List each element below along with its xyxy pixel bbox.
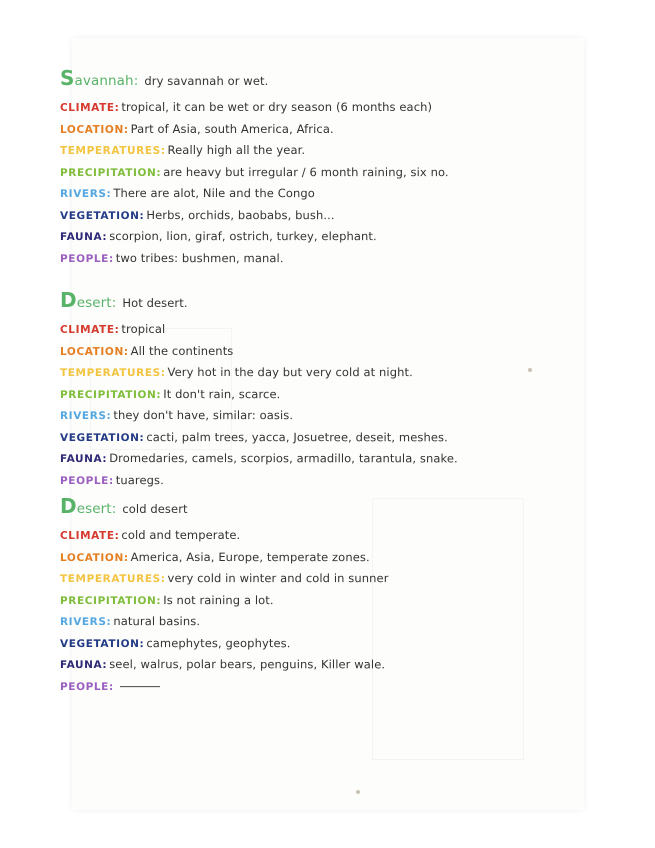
field-label: TEMPERATURES: (59, 367, 166, 380)
field-label: PRECIPITATION: (59, 166, 162, 179)
field-label: PEOPLE: (59, 474, 114, 487)
blank-answer-line (120, 686, 160, 687)
heading-word: esert: (76, 295, 117, 311)
field-label: TEMPERATURES: (59, 573, 166, 586)
field-value: Really high all the year. (167, 143, 306, 158)
field-climate (60, 528, 240, 542)
field-precipitation (60, 165, 449, 179)
field-value: are heavy but irregular / 6 month raining, six no. (163, 164, 449, 179)
field-vegetation (60, 636, 291, 650)
heading-note: Hot desert. (122, 296, 188, 310)
field-label: RIVERS: (59, 616, 112, 629)
field-label: PEOPLE: (59, 680, 114, 693)
heading-note: dry savannah or wet. (144, 74, 269, 88)
section-heading (60, 494, 188, 518)
field-label: VEGETATION: (59, 637, 145, 650)
field-label: TEMPERATURES: (59, 145, 166, 158)
field-temperatures (60, 571, 389, 585)
field-temperatures (60, 143, 305, 157)
field-label: CLIMATE: (59, 324, 120, 337)
field-climate (60, 100, 432, 114)
field-value: All the continents (130, 343, 234, 358)
field-people (60, 679, 160, 693)
field-label: LOCATION: (59, 551, 129, 564)
field-value: scorpion, lion, giraf, ostrich, turkey, elephant. (109, 229, 377, 244)
handwritten-notes (60, 0, 530, 848)
field-label: LOCATION: (59, 345, 129, 358)
field-location (60, 550, 370, 564)
field-precipitation (60, 387, 280, 401)
field-value: cacti, palm trees, yacca, Josuetree, deseit, meshes. (146, 429, 448, 444)
field-people (60, 251, 284, 265)
field-value: camephytes, geophytes. (146, 635, 291, 650)
field-fauna (60, 229, 377, 243)
field-label: PEOPLE: (59, 252, 114, 265)
field-fauna (60, 451, 458, 465)
field-value: tropical (121, 322, 166, 337)
field-label: VEGETATION: (59, 209, 145, 222)
section-heading (60, 66, 268, 90)
field-label: LOCATION: (59, 123, 129, 136)
heading-word: avannah: (74, 73, 139, 89)
field-value: Dromedaries, camels, scorpios, armadillo, tarantula, snake. (109, 451, 458, 466)
field-label: PRECIPITATION: (59, 594, 162, 607)
field-label: CLIMATE: (59, 530, 120, 543)
heading-initial: D (60, 288, 77, 312)
field-value: cold and temperate. (121, 528, 241, 543)
field-value: It don't rain, scarce. (163, 386, 281, 401)
field-location (60, 344, 233, 358)
heading-initial: D (60, 494, 77, 518)
field-value: Is not raining a lot. (163, 592, 274, 607)
field-value: America, Asia, Europe, temperate zones. (130, 549, 370, 564)
section-heading (60, 288, 188, 312)
field-temperatures (60, 365, 413, 379)
field-precipitation (60, 593, 274, 607)
field-climate (60, 322, 165, 336)
field-value: natural basins. (113, 614, 201, 629)
heading-note: cold desert (122, 502, 188, 516)
field-rivers (60, 408, 293, 422)
field-vegetation (60, 208, 335, 222)
field-value: There are alot, Nile and the Congo (113, 186, 315, 201)
field-label: VEGETATION: (59, 431, 145, 444)
field-value: Very hot in the day but very cold at night. (167, 365, 413, 380)
field-value: two tribes: bushmen, manal. (115, 250, 284, 265)
field-vegetation (60, 430, 448, 444)
field-value: tuaregs. (115, 472, 164, 487)
field-location (60, 122, 334, 136)
field-value: they don't have, similar: oasis. (113, 408, 294, 423)
heading-initial: S (60, 66, 75, 90)
field-value: Part of Asia, south America, Africa. (130, 121, 334, 136)
heading-word: esert: (76, 501, 117, 517)
field-people (60, 473, 164, 487)
field-rivers (60, 614, 200, 628)
field-label: RIVERS: (59, 410, 112, 423)
field-value: seel, walrus, polar bears, penguins, Killer wale. (109, 657, 386, 672)
field-label: FAUNA: (59, 231, 108, 244)
field-rivers (60, 186, 315, 200)
field-label: RIVERS: (59, 188, 112, 201)
field-label: FAUNA: (59, 453, 108, 466)
field-label: CLIMATE: (60, 102, 120, 114)
field-label: FAUNA: (59, 659, 108, 672)
field-value: tropical, it can be wet or dry season (6 months each) (121, 100, 433, 114)
field-value: Herbs, orchids, baobabs, bush... (146, 207, 335, 222)
field-value: very cold in winter and cold in sunner (167, 571, 389, 586)
field-label: PRECIPITATION: (59, 388, 162, 401)
field-fauna (60, 657, 385, 671)
